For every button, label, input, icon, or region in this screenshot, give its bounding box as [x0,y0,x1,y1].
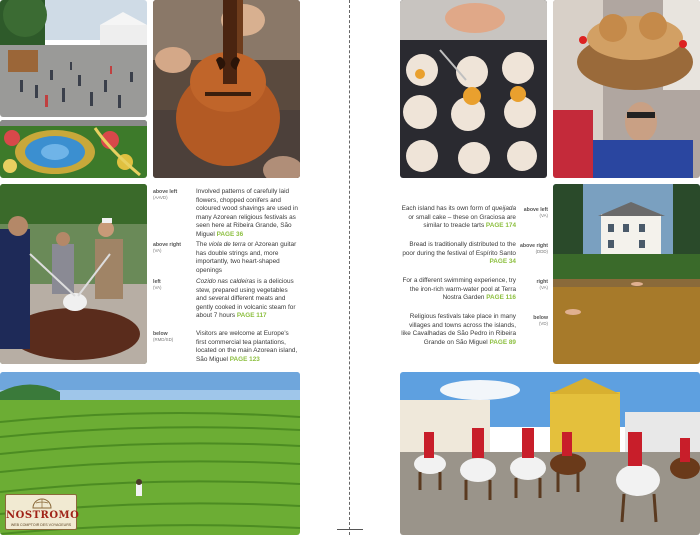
caption-position: below [533,315,548,321]
caption-photo-code: (VA) [539,285,548,290]
caption-position: above left [523,207,548,213]
logo-brand: NOSTROMO [6,510,80,521]
page-fold-line [349,0,350,535]
caption-position: above right [153,242,181,248]
italic-term: viola de terra [208,241,246,248]
page-reference-link[interactable]: PAGE 117 [236,312,267,320]
photo-cozido-cooking [0,184,147,364]
page-reference-link[interactable]: PAGE 89 [489,338,516,346]
photo-terra-nostra-pool [553,184,700,364]
caption-text: Religious festivals take place in many villages and towns across the islands, like Cavalhadas de São Pedro in Ribeira Grande on São Miguel [401,313,516,346]
caption-position: above left [153,189,178,195]
caption-flower-carpet [196,188,300,240]
caption-terra-nostra-pool [400,277,516,303]
page-reference-link[interactable]: PAGE 123 [229,355,260,363]
caption-text: Each island has its own form of [401,205,492,212]
caption-photo-code: (VD) [538,321,548,326]
caption-queijadas [400,205,516,231]
caption-tea-plantation [196,330,300,364]
caption-position-label [512,315,548,327]
page-reference-link[interactable]: PAGE 36 [216,230,244,238]
caption-bread-festival [400,241,516,267]
caption-position-label [153,331,189,343]
caption-position-label [512,243,548,255]
italic-term: Cozido nas caldeiras [196,278,256,285]
caption-photo-code: (VA) [153,248,162,253]
logo-tagline: WEB COMPTOIR DES VOYAGEURS [10,523,72,527]
caption-photo-code: (DDD) [535,249,548,254]
caption-photo-code: (VA) [153,285,162,290]
caption-position: below [153,331,168,337]
caption-text: or Azorean guitar has double strings and, more importantly, two heart-shaped openings [196,241,297,274]
caption-position: right [536,279,548,285]
caption-text: or small cake – these on Graciosa are similar to treacle tarts [408,213,516,230]
photo-cavalhadas-parade [400,372,700,535]
page-reference-link[interactable]: PAGE 116 [486,294,516,302]
photo-street-festival [0,0,147,117]
caption-position: above right [520,243,548,249]
caption-text: For a different swimming experience, try the iron-rich warm-water pool at Terra Nostra Garden [402,277,516,302]
caption-text: The [196,241,209,248]
caption-position: left [153,279,161,285]
photo-bread-festival [553,0,700,178]
globe-icon [32,497,52,509]
caption-text: Visitors are welcome at Europe's first commercial tea plantations, located on the main Azorean island, São Miguel [196,330,298,363]
photo-viola-guitar [153,0,300,178]
caption-text: Bread is traditionally distributed to the poor during the festival of Espírito Santo [402,241,516,257]
caption-photo-code: (VA) [539,213,548,218]
caption-text: Involved patterns of carefully laid flowers, chopped conifers and coloured wood shavings are used in many Azorean religious festivals as seen here at Ribeira Grande, São Miguel [196,188,298,238]
caption-position-label [153,242,193,254]
caption-text: is a delicious stew, prepared using vegetables and several different meats and gently cooked in volcanic steam for about 7 hours [196,278,296,320]
caption-photo-code: (AAVD) [153,195,168,200]
caption-position-label [153,279,189,291]
caption-cavalhadas-parade [400,313,516,347]
nostromo-logo [5,494,80,530]
caption-viola-guitar [196,241,300,275]
photo-flower-carpet [0,120,147,178]
italic-term: queijada [491,205,516,212]
page-reference-link[interactable]: PAGE 174 [485,222,516,230]
photo-queijadas [400,0,547,178]
caption-cozido [196,278,296,321]
fold-mark [337,529,363,530]
caption-position-label [153,189,189,201]
caption-position-label [512,207,548,219]
caption-photo-code: (RMD/SD) [153,337,174,342]
caption-position-label [512,279,548,291]
page-reference-link[interactable]: PAGE 34 [489,258,516,266]
